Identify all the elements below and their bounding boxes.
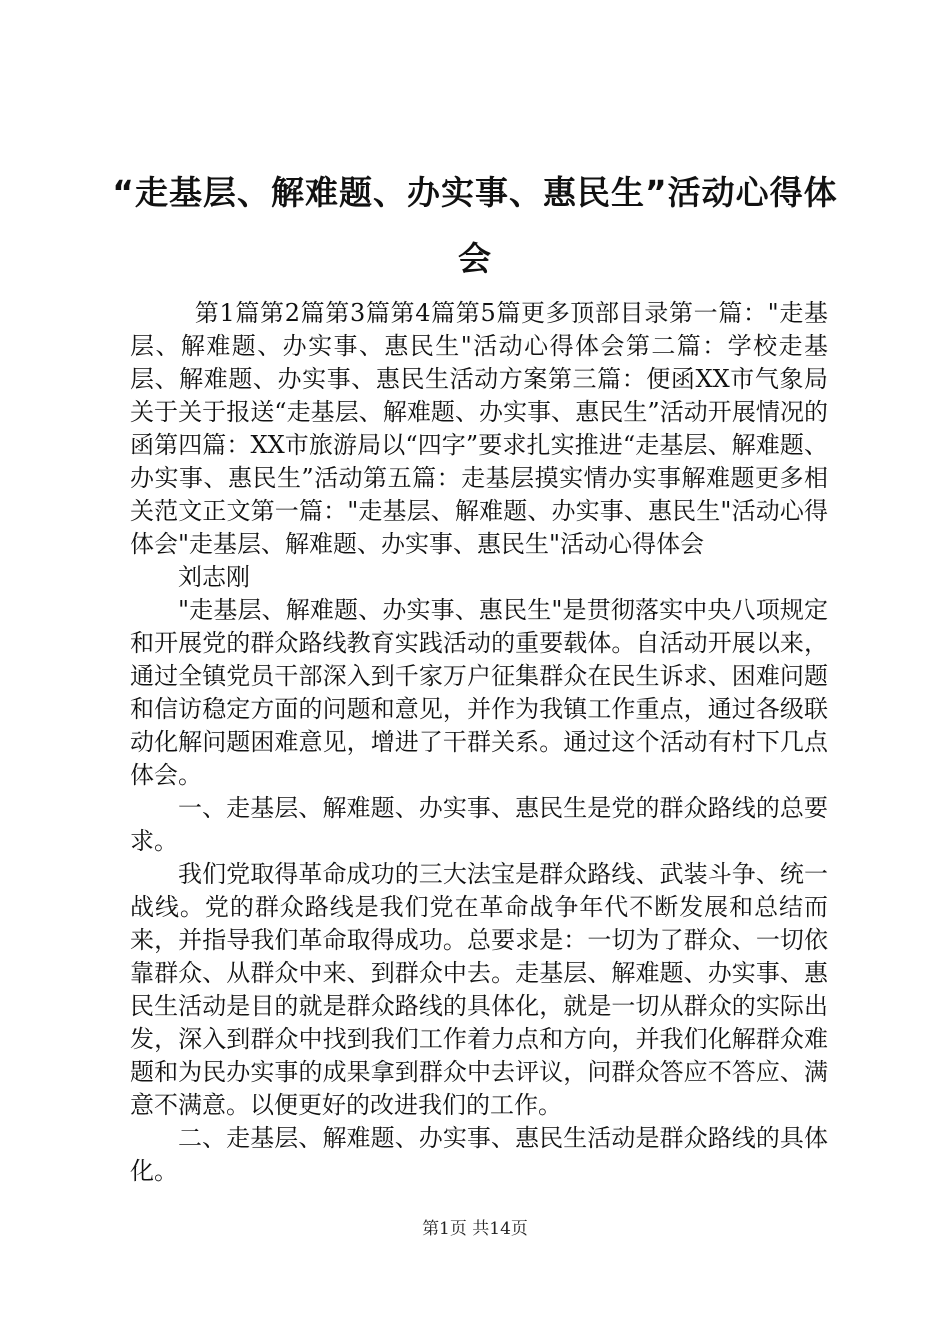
section-heading: 一、走基层、解难题、办实事、惠民生是党的群众路线的总要求。 — [130, 794, 828, 855]
section-heading: 二、走基层、解难题、办实事、惠民生活动是群众路线的具体化。 — [130, 1124, 828, 1185]
author-name: 刘志刚 — [178, 563, 250, 591]
intro-paragraph: 第1篇第2篇第3篇第4篇第5篇更多顶部目录第一篇："走基层、解难题、办实事、惠民生"活动心得体会第二篇：学校走基层、解难题、办实事、惠民生活动方案第三篇：便函XX市气象局关于关于报送“走基层、解难题、办实事、惠民生”活动开展情况的函第四篇：XX市旅游局以“四字”要求扎实推进“走基层、解难题、办实事、惠民生”活动第五篇：走基层摸实情办实事解难题更多相关范文正文第一篇："走基层、解难题、办实事、惠民生"活动心得体会"走基层、解难题、办实事、惠民生"活动心得体会 — [130, 299, 828, 558]
document-title: “走基层、解难题、办实事、惠民生”活动心得体会 — [112, 173, 838, 278]
body-paragraph: 我们党取得革命成功的三大法宝是群众路线、武装斗争、统一战线。党的群众路线是我们党在革命战争年代不断发展和总结而来，并指导我们革命取得成功。总要求是：一切为了群众、一切依靠群众、从群众中来、到群众中去。走基层、解难题、办实事、惠民生活动是目的就是群众路线的具体化，就是一切从群众的实际出发，深入到群众中找到我们工作着力点和方向，并我们化解群众难题和为民办实事的成果拿到群众中去评议，问群众答应不答应、满意不满意。以便更好的改进我们的工作。 — [130, 860, 828, 1119]
body-paragraph: "走基层、解难题、办实事、惠民生"是贯彻落实中央八项规定和开展党的群众路线教育实践活动的重要载体。自活动开展以来，通过全镇党员干部深入到千家万户征集群众在民生诉求、困难问题和信访稳定方面的问题和意见，并作为我镇工作重点，通过各级联动化解问题困难意见，增进了干群关系。通过这个活动有村下几点体会。 — [130, 596, 828, 789]
page-number-footer: 第1页 共14页 — [422, 1219, 528, 1239]
document-body — [130, 297, 828, 1188]
